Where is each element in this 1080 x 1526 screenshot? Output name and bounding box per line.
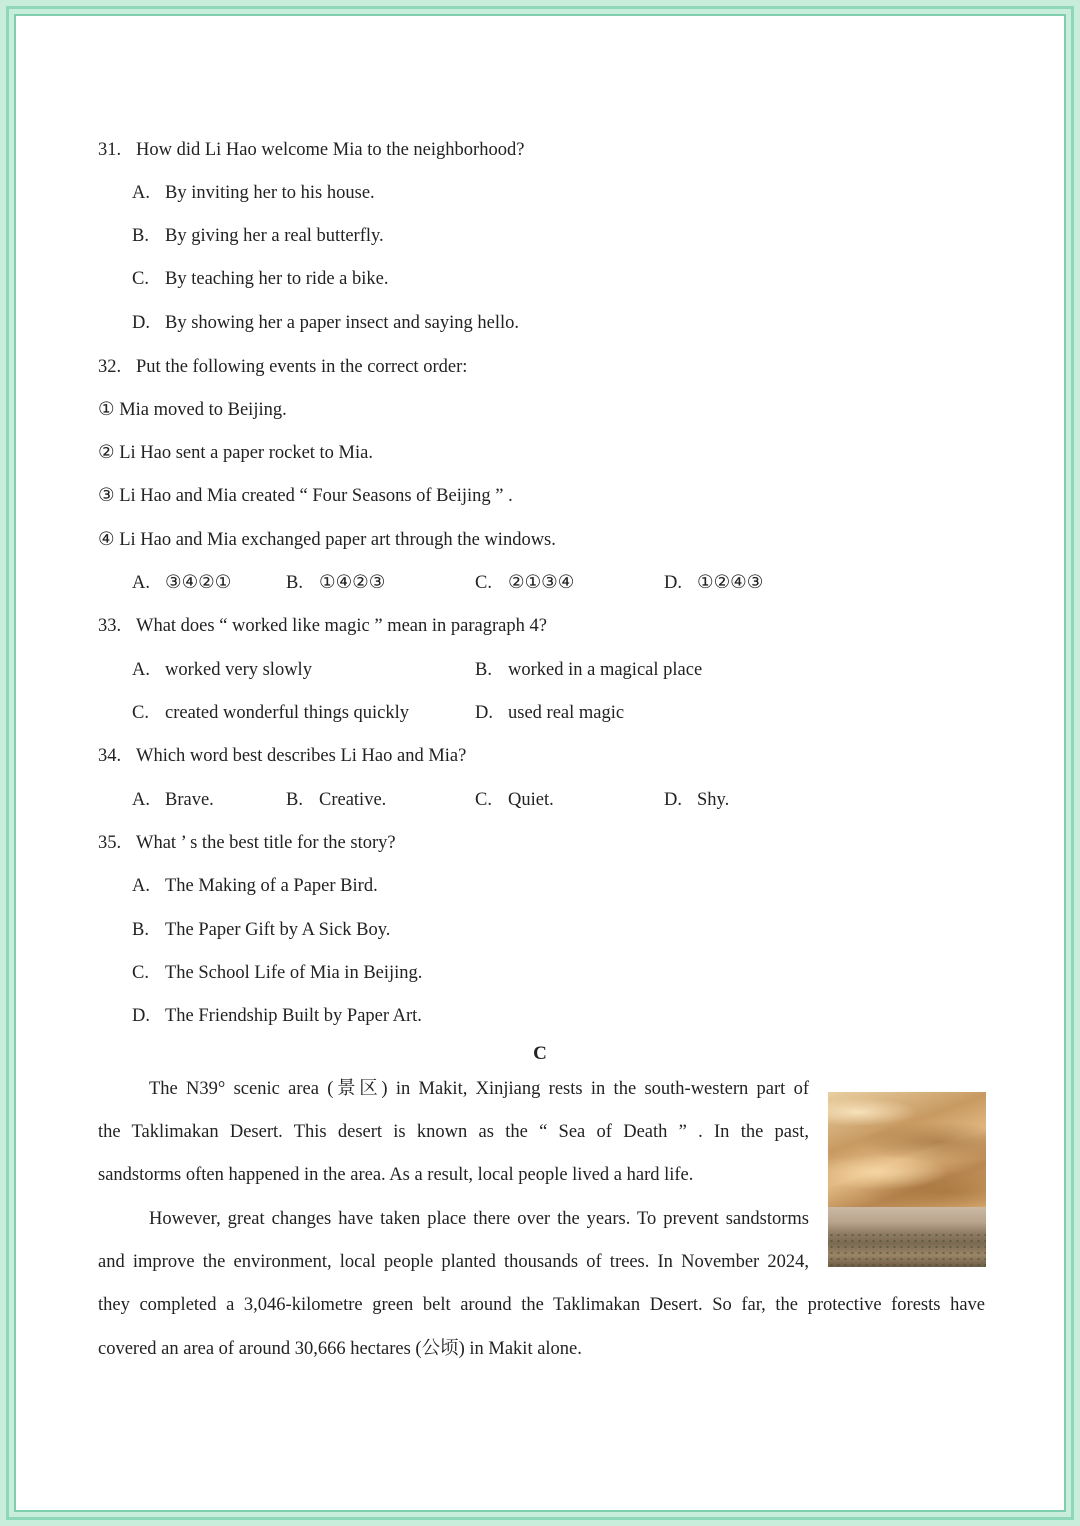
question-31: 31. How did Li Hao welcome Mia to the neighborhood? [98,140,525,160]
question-35: 35. What ’ s the best title for the story? [98,833,396,853]
q33-option-b: B. worked in a magical place [475,660,703,680]
q33-option-c: C. created wonderful things quickly [132,703,410,723]
scrub-texture [828,1232,986,1267]
question-33: 33. What does “ worked like magic ” mean in paragraph 4? [98,616,547,636]
q32-option-b: B. ①④②③ [286,573,386,593]
q31-option-a: A. By inviting her to his house. [132,183,375,203]
q33-option-d: D. used real magic [475,703,625,723]
q32-option-c: C. ②①③④ [475,573,575,593]
passage-line: covered an area of around 30,666 hectares (公顷) in Makit alone. [98,1339,582,1359]
q35-option-b: B. The Paper Gift by A Sick Boy. [132,920,391,940]
q34-option-b: B. Creative. [286,790,387,810]
question-32: 32. Put the following events in the correct order: [98,357,468,377]
q32-option-d: D. ①②④③ [664,573,764,593]
passage-line: the Taklimakan Desert. This desert is known as the “ Sea of Death ” . In the past, [98,1122,809,1142]
q35-option-d: D. The Friendship Built by Paper Art. [132,1006,422,1026]
q34-option-a: A. Brave. [132,790,214,810]
passage-line: sandstorms often happened in the area. As a result, local people lived a hard life. [98,1165,694,1185]
q32-event-2: ② Li Hao sent a paper rocket to Mia. [98,443,373,463]
q34-option-c: C. Quiet. [475,790,554,810]
q34-option-d: D. Shy. [664,790,730,810]
q35-option-c: C. The School Life of Mia in Beijing. [132,963,423,983]
q32-event-1: ① Mia moved to Beijing. [98,400,287,420]
q31-option-b: B. By giving her a real butterfly. [132,226,384,246]
q31-option-d: D. By showing her a paper insect and saying hello. [132,313,519,333]
q33-option-a: A. worked very slowly [132,660,312,680]
passage-line: and improve the environment, local people planted thousands of trees. In November 2024, [98,1252,809,1272]
question-34: 34. Which word best describes Li Hao and Mia? [98,746,467,766]
q32-event-4: ④ Li Hao and Mia exchanged paper art through the windows. [98,530,556,550]
passage-line: However, great changes have taken place there over the years. To prevent sandstorms [149,1209,809,1229]
desert-photo-icon [828,1092,986,1267]
q35-option-a: A. The Making of a Paper Bird. [132,876,378,896]
passage-line: The N39° scenic area (景区) in Makit, Xinjiang rests in the south-western part of [149,1079,809,1099]
q31-option-c: C. By teaching her to ride a bike. [132,269,389,289]
passage-line: they completed a 3,046-kilometre green belt around the Taklimakan Desert. So far, the protective forests have [98,1295,985,1315]
q32-event-3: ③ Li Hao and Mia created “ Four Seasons of Beijing ” . [98,486,513,506]
q32-option-a: A. ③④②① [132,573,232,593]
section-title: C [533,1043,547,1064]
dunes-image [828,1092,986,1207]
